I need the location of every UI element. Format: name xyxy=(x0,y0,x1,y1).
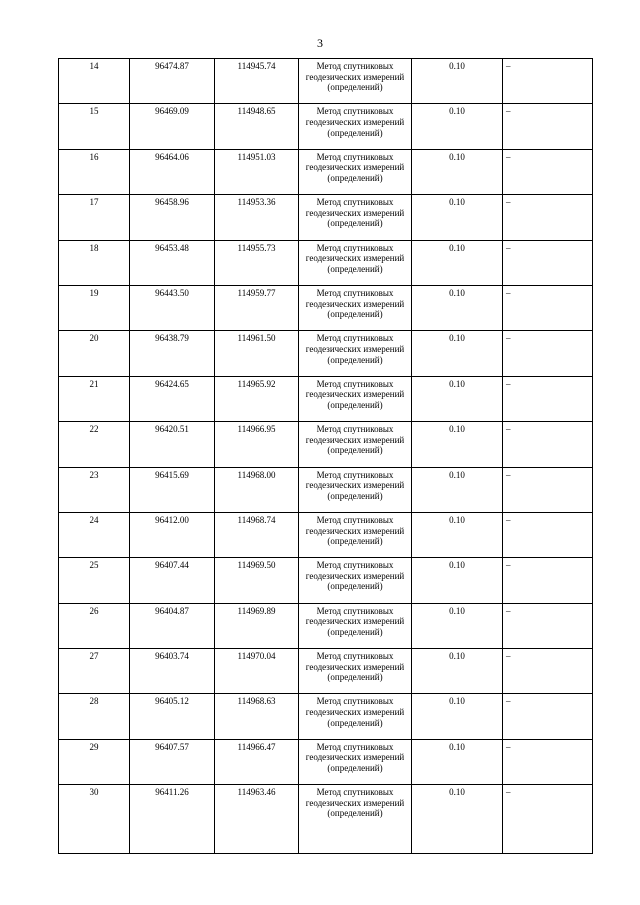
table-row xyxy=(59,739,593,784)
method-cell: Метод спутниковых геодезических измерений (определений) xyxy=(299,558,412,603)
method-cell: Метод спутниковых геодезических измерений (определений) xyxy=(299,59,412,104)
method-cell: Метод спутниковых геодезических измерений (определений) xyxy=(299,739,412,784)
point-number-cell: 17 xyxy=(59,195,130,240)
method-cell: Метод спутниковых геодезических измерений (определений) xyxy=(299,104,412,149)
table-row xyxy=(59,603,593,648)
method-cell: Метод спутниковых геодезических измерений (определений) xyxy=(299,512,412,557)
y-coordinate-cell: 114968.00 xyxy=(215,467,299,512)
note-cell: – xyxy=(503,195,593,240)
x-coordinate-cell: 96404.87 xyxy=(130,603,215,648)
note-cell: – xyxy=(503,512,593,557)
point-number-cell: 24 xyxy=(59,512,130,557)
note-cell: – xyxy=(503,240,593,285)
table-row xyxy=(59,104,593,149)
method-cell: Метод спутниковых геодезических измерений (определений) xyxy=(299,603,412,648)
y-coordinate-cell: 114969.50 xyxy=(215,558,299,603)
accuracy-cell: 0.10 xyxy=(412,104,503,149)
x-coordinate-cell: 96469.09 xyxy=(130,104,215,149)
method-cell: Метод спутниковых геодезических измерений (определений) xyxy=(299,240,412,285)
accuracy-cell: 0.10 xyxy=(412,603,503,648)
point-number-cell: 30 xyxy=(59,785,130,854)
accuracy-cell: 0.10 xyxy=(412,785,503,854)
x-coordinate-cell: 96438.79 xyxy=(130,331,215,376)
table-row xyxy=(59,558,593,603)
table-row xyxy=(59,285,593,330)
x-coordinate-cell: 96411.26 xyxy=(130,785,215,854)
point-number-cell: 28 xyxy=(59,694,130,739)
method-cell: Метод спутниковых геодезических измерений (определений) xyxy=(299,422,412,467)
point-number-cell: 16 xyxy=(59,149,130,194)
accuracy-cell: 0.10 xyxy=(412,376,503,421)
y-coordinate-cell: 114968.63 xyxy=(215,694,299,739)
note-cell: – xyxy=(503,376,593,421)
method-cell: Метод спутниковых геодезических измерений (определений) xyxy=(299,195,412,240)
y-coordinate-cell: 114955.73 xyxy=(215,240,299,285)
y-coordinate-cell: 114965.92 xyxy=(215,376,299,421)
note-cell: – xyxy=(503,104,593,149)
method-cell: Метод спутниковых геодезических измерений (определений) xyxy=(299,785,412,854)
x-coordinate-cell: 96420.51 xyxy=(130,422,215,467)
table-row xyxy=(59,195,593,240)
accuracy-cell: 0.10 xyxy=(412,558,503,603)
note-cell: – xyxy=(503,422,593,467)
point-number-cell: 22 xyxy=(59,422,130,467)
y-coordinate-cell: 114953.36 xyxy=(215,195,299,240)
y-coordinate-cell: 114968.74 xyxy=(215,512,299,557)
accuracy-cell: 0.10 xyxy=(412,149,503,194)
note-cell: – xyxy=(503,467,593,512)
table-row xyxy=(59,149,593,194)
note-cell: – xyxy=(503,649,593,694)
x-coordinate-cell: 96443.50 xyxy=(130,285,215,330)
accuracy-cell: 0.10 xyxy=(412,512,503,557)
point-number-cell: 29 xyxy=(59,739,130,784)
note-cell: – xyxy=(503,694,593,739)
table-row xyxy=(59,422,593,467)
x-coordinate-cell: 96407.44 xyxy=(130,558,215,603)
y-coordinate-cell: 114951.03 xyxy=(215,149,299,194)
coordinates-table xyxy=(58,58,593,854)
method-cell: Метод спутниковых геодезических измерений (определений) xyxy=(299,649,412,694)
table-row xyxy=(59,785,593,854)
x-coordinate-cell: 96412.00 xyxy=(130,512,215,557)
method-cell: Метод спутниковых геодезических измерений (определений) xyxy=(299,694,412,739)
x-coordinate-cell: 96415.69 xyxy=(130,467,215,512)
page-number: 3 xyxy=(317,36,323,50)
coordinates-table-body xyxy=(59,59,593,854)
note-cell: – xyxy=(503,59,593,104)
accuracy-cell: 0.10 xyxy=(412,59,503,104)
table-row xyxy=(59,467,593,512)
accuracy-cell: 0.10 xyxy=(412,739,503,784)
y-coordinate-cell: 114966.95 xyxy=(215,422,299,467)
note-cell: – xyxy=(503,149,593,194)
note-cell: – xyxy=(503,739,593,784)
note-cell: – xyxy=(503,285,593,330)
method-cell: Метод спутниковых геодезических измерений (определений) xyxy=(299,467,412,512)
accuracy-cell: 0.10 xyxy=(412,649,503,694)
y-coordinate-cell: 114945.74 xyxy=(215,59,299,104)
accuracy-cell: 0.10 xyxy=(412,467,503,512)
point-number-cell: 21 xyxy=(59,376,130,421)
table-row xyxy=(59,649,593,694)
point-number-cell: 15 xyxy=(59,104,130,149)
accuracy-cell: 0.10 xyxy=(412,195,503,240)
accuracy-cell: 0.10 xyxy=(412,331,503,376)
point-number-cell: 18 xyxy=(59,240,130,285)
point-number-cell: 26 xyxy=(59,603,130,648)
point-number-cell: 20 xyxy=(59,331,130,376)
y-coordinate-cell: 114969.89 xyxy=(215,603,299,648)
x-coordinate-cell: 96405.12 xyxy=(130,694,215,739)
accuracy-cell: 0.10 xyxy=(412,422,503,467)
x-coordinate-cell: 96407.57 xyxy=(130,739,215,784)
accuracy-cell: 0.10 xyxy=(412,240,503,285)
y-coordinate-cell: 114963.46 xyxy=(215,785,299,854)
method-cell: Метод спутниковых геодезических измерений (определений) xyxy=(299,331,412,376)
method-cell: Метод спутниковых геодезических измерений (определений) xyxy=(299,285,412,330)
x-coordinate-cell: 96424.65 xyxy=(130,376,215,421)
x-coordinate-cell: 96453.48 xyxy=(130,240,215,285)
table-row xyxy=(59,694,593,739)
x-coordinate-cell: 96474.87 xyxy=(130,59,215,104)
table-row xyxy=(59,59,593,104)
accuracy-cell: 0.10 xyxy=(412,694,503,739)
x-coordinate-cell: 96458.96 xyxy=(130,195,215,240)
point-number-cell: 14 xyxy=(59,59,130,104)
point-number-cell: 25 xyxy=(59,558,130,603)
note-cell: – xyxy=(503,558,593,603)
accuracy-cell: 0.10 xyxy=(412,285,503,330)
table-row xyxy=(59,376,593,421)
method-cell: Метод спутниковых геодезических измерений (определений) xyxy=(299,149,412,194)
y-coordinate-cell: 114961.50 xyxy=(215,331,299,376)
point-number-cell: 19 xyxy=(59,285,130,330)
y-coordinate-cell: 114948.65 xyxy=(215,104,299,149)
point-number-cell: 27 xyxy=(59,649,130,694)
note-cell: – xyxy=(503,331,593,376)
table-row xyxy=(59,240,593,285)
note-cell: – xyxy=(503,785,593,854)
table-row xyxy=(59,331,593,376)
y-coordinate-cell: 114970.04 xyxy=(215,649,299,694)
x-coordinate-cell: 96403.74 xyxy=(130,649,215,694)
point-number-cell: 23 xyxy=(59,467,130,512)
x-coordinate-cell: 96464.06 xyxy=(130,149,215,194)
note-cell: – xyxy=(503,603,593,648)
method-cell: Метод спутниковых геодезических измерений (определений) xyxy=(299,376,412,421)
table-row xyxy=(59,512,593,557)
y-coordinate-cell: 114959.77 xyxy=(215,285,299,330)
y-coordinate-cell: 114966.47 xyxy=(215,739,299,784)
